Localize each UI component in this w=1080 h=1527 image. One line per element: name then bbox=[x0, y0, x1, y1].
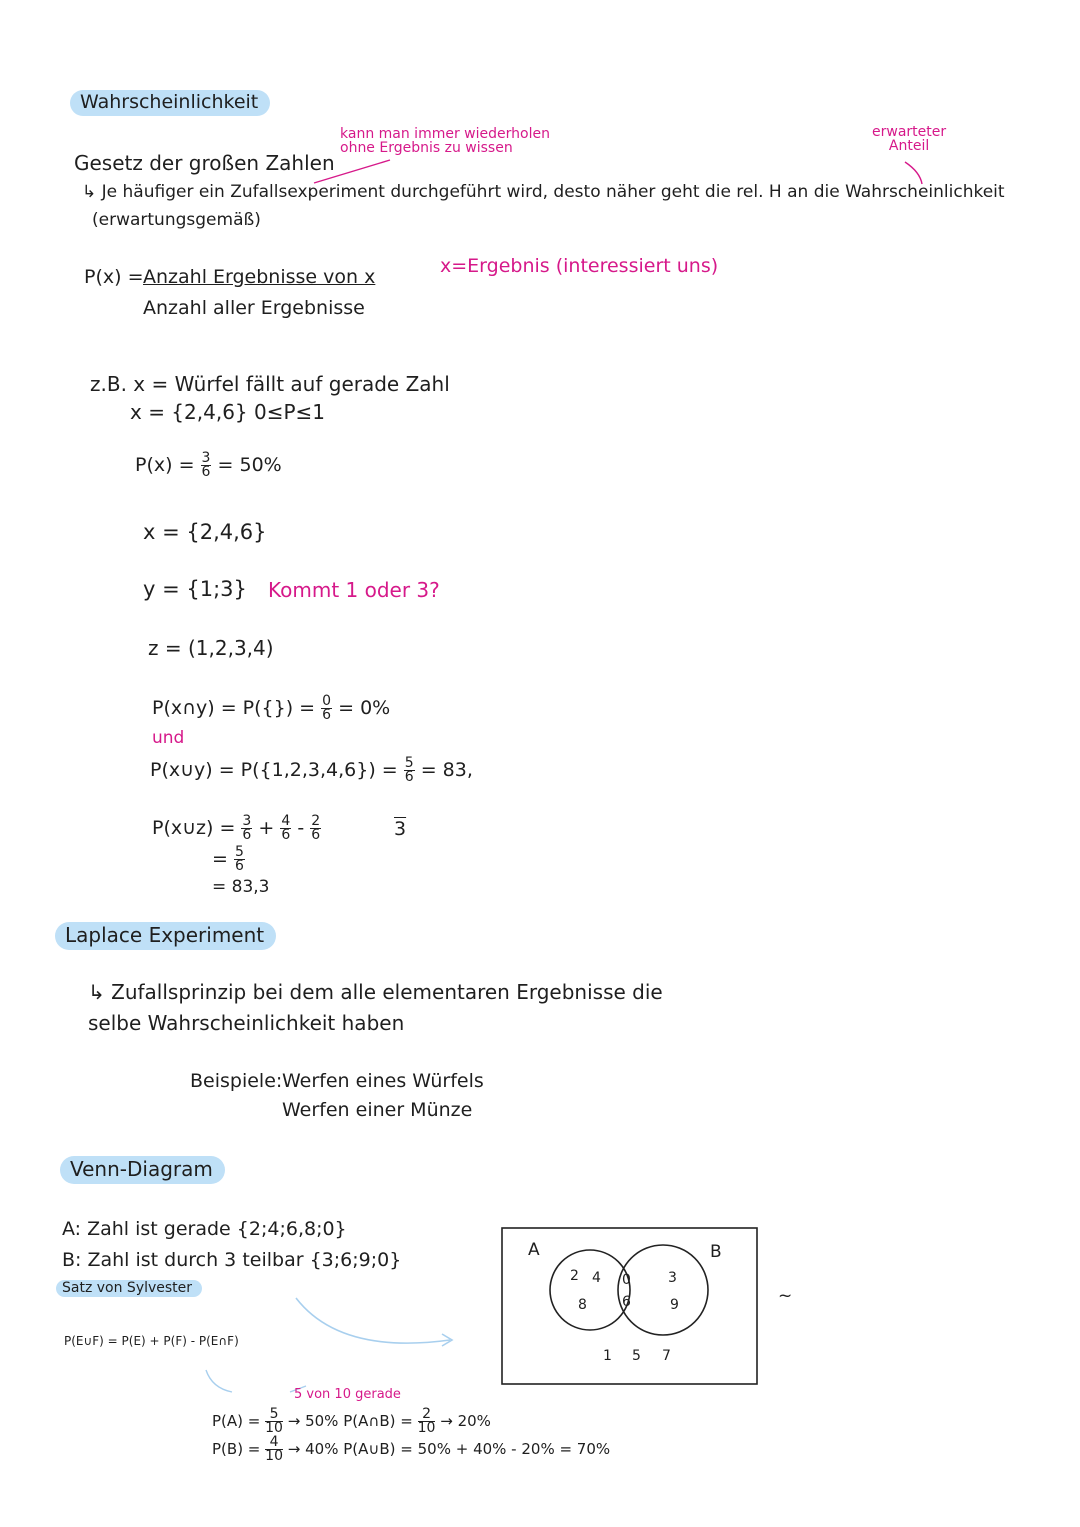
venn-circle-b bbox=[618, 1245, 708, 1335]
example-line7-rhs: = 0% bbox=[338, 697, 391, 719]
example-line5: y = {1;3} bbox=[143, 577, 247, 601]
fraction-denominator: 6 bbox=[234, 858, 244, 874]
venn-outside-1: 1 bbox=[603, 1348, 612, 1364]
tilde-mark: ~ bbox=[778, 1286, 793, 1306]
fraction-numerator: 5 bbox=[234, 844, 244, 860]
fraction-numerator: 0 bbox=[322, 693, 332, 709]
formula-lhs: P(x) = bbox=[84, 266, 144, 288]
paub: P(A∪B) = 50% + 40% - 20% = 70% bbox=[343, 1440, 611, 1458]
laplace-example-1: Werfen eines Würfels bbox=[282, 1070, 484, 1092]
plus-sign: + bbox=[258, 817, 275, 839]
formula-arrow bbox=[206, 1370, 232, 1392]
note-repeat-line1: kann man immer wiederholen bbox=[340, 126, 550, 142]
pa-fraction bbox=[265, 1408, 283, 1435]
venn-outside-3: 7 bbox=[662, 1348, 671, 1364]
page-title: Wahrscheinlichkeit bbox=[70, 90, 270, 116]
formula-denominator: Anzahl aller Ergebnisse bbox=[143, 297, 365, 319]
example-line9-lhs: P(x∪z) = bbox=[152, 817, 236, 839]
fraction-numerator: 2 bbox=[418, 1408, 436, 1422]
fraction-denominator: 6 bbox=[404, 769, 414, 785]
term-1-numerator: 3 bbox=[242, 813, 252, 829]
fraction-denominator: 6 bbox=[322, 707, 332, 723]
pb-rhs: → 40% bbox=[287, 1440, 339, 1458]
venn-title: Venn-Diagram bbox=[60, 1156, 225, 1184]
pab-rhs: → 20% bbox=[440, 1412, 491, 1430]
venn-label-b: B bbox=[710, 1242, 722, 1262]
venn-only-b-2: 9 bbox=[670, 1297, 679, 1313]
pab-lhs: P(A∩B) = bbox=[343, 1412, 413, 1430]
venn-label-a: A bbox=[528, 1240, 540, 1260]
law-title: Gesetz der großen Zahlen bbox=[74, 151, 335, 175]
pa-line bbox=[212, 1408, 491, 1435]
example-line11: = 83,3 bbox=[212, 877, 270, 897]
example-line9-side: 3 bbox=[394, 818, 407, 840]
laplace-line1: ↳ Zufallsprinzip bei dem alle elementaren Ergebnisse die bbox=[88, 980, 663, 1004]
venn-only-a-1: 2 bbox=[570, 1268, 579, 1284]
term-2-numerator: 4 bbox=[281, 813, 291, 829]
fraction-denominator: 6 bbox=[201, 464, 211, 480]
formula-note: x=Ergebnis (interessiert uns) bbox=[440, 255, 719, 277]
example-line6: z = (1,2,3,4) bbox=[148, 636, 274, 660]
venn-only-a-3: 8 bbox=[578, 1297, 587, 1313]
example-line3-lhs: P(x) = bbox=[135, 454, 195, 476]
equals-sign: = bbox=[212, 848, 228, 870]
example-line7-lhs: P(x∩y) = P({}) = bbox=[152, 697, 316, 719]
pb-line bbox=[212, 1436, 610, 1463]
term-2-denominator: 6 bbox=[281, 827, 291, 843]
sylvester-label: Satz von Sylvester bbox=[56, 1280, 202, 1297]
law-statement-2: (erwartungsgemäß) bbox=[92, 210, 261, 230]
venn-only-a-2: 4 bbox=[592, 1270, 601, 1286]
fraction-numerator: 3 bbox=[201, 450, 211, 466]
note-5-von-10: 5 von 10 gerade bbox=[294, 1387, 401, 1402]
example-line8-lhs: P(x∪y) = P({1,2,3,4,6}) = bbox=[150, 759, 398, 781]
fraction-numerator: 4 bbox=[265, 1436, 283, 1450]
laplace-examples-label: Beispiele: bbox=[190, 1070, 283, 1092]
example-und: und bbox=[152, 728, 185, 748]
pb-lhs: P(B) = bbox=[212, 1440, 261, 1458]
fraction-denominator: 10 bbox=[265, 1448, 283, 1464]
sylvester-formula: P(E∪F) = P(E) + P(F) - P(E∩F) bbox=[64, 1334, 239, 1348]
venn-both-2: 6 bbox=[622, 1294, 631, 1310]
pa-rhs: → 50% bbox=[287, 1412, 339, 1430]
note-expected-line1: erwarteter bbox=[872, 124, 947, 140]
sylvester-arrow bbox=[296, 1298, 450, 1343]
example-line4: x = {2,4,6} bbox=[143, 520, 267, 544]
law-statement: ↳ Je häufiger ein Zufallsexperiment durchgeführt wird, desto näher geht die rel. H an die Wahrscheinlichkeit bbox=[82, 182, 1005, 202]
term-3-denominator: 6 bbox=[311, 827, 321, 843]
venn-both-1: 0 bbox=[622, 1272, 631, 1288]
formula-numerator: Anzahl Ergebnisse von x bbox=[143, 266, 376, 288]
term-3-numerator: 2 bbox=[311, 813, 321, 829]
pb-fraction bbox=[265, 1436, 283, 1463]
laplace-example-2: Werfen einer Münze bbox=[282, 1099, 473, 1121]
example-line1: z.B. x = Würfel fällt auf gerade Zahl bbox=[90, 372, 450, 396]
pa-lhs: P(A) = bbox=[212, 1412, 261, 1430]
laplace-title: Laplace Experiment bbox=[55, 922, 276, 950]
example-line2: x = {2,4,6} 0≤P≤1 bbox=[130, 400, 326, 424]
example-line5-note: Kommt 1 oder 3? bbox=[268, 578, 440, 602]
fraction-numerator: 5 bbox=[265, 1408, 283, 1422]
minus-sign: - bbox=[297, 817, 305, 839]
fraction-denominator: 10 bbox=[417, 1420, 436, 1436]
note-repeat-line2: ohne Ergebnis zu wissen bbox=[340, 140, 513, 156]
laplace-line2: selbe Wahrscheinlichkeit haben bbox=[88, 1011, 405, 1035]
fraction-numerator: 5 bbox=[404, 755, 414, 771]
pab-fraction bbox=[418, 1408, 436, 1435]
note-expected-line2: Anteil bbox=[888, 138, 930, 154]
example-line8-rhs: = 83, bbox=[420, 759, 473, 781]
fraction-denominator: 10 bbox=[265, 1420, 283, 1436]
venn-only-b-1: 3 bbox=[668, 1270, 677, 1286]
term-1-denominator: 6 bbox=[242, 827, 252, 843]
venn-outside-2: 5 bbox=[632, 1348, 641, 1364]
venn-set-a: A: Zahl ist gerade {2;4;6,8;0} bbox=[62, 1218, 347, 1240]
venn-set-b: B: Zahl ist durch 3 teilbar {3;6;9;0} bbox=[62, 1249, 402, 1271]
example-line3-rhs: = 50% bbox=[217, 454, 282, 476]
